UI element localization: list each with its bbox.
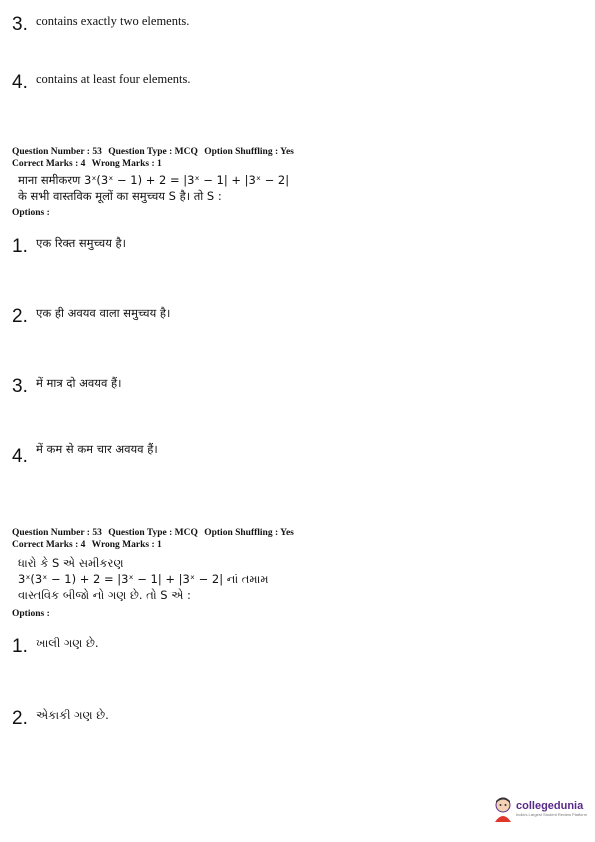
option-text: एक रिक्त समुच्चय है। bbox=[36, 236, 126, 250]
option-number: 3. bbox=[12, 376, 28, 397]
question-type: Question Type : MCQ bbox=[108, 528, 198, 538]
question-meta-gujarati bbox=[12, 527, 583, 619]
hindi-option-2 bbox=[12, 306, 170, 326]
option-number: 1. bbox=[12, 236, 28, 257]
logo-name: collegedunia bbox=[516, 800, 584, 812]
correct-marks: Correct Marks : 4 bbox=[12, 159, 86, 169]
hindi-option-3 bbox=[12, 376, 122, 396]
gujarati-option-2 bbox=[12, 708, 109, 728]
mascot-icon bbox=[492, 796, 514, 822]
question-number: Question Number : 53 bbox=[12, 147, 102, 157]
meta-line-2 bbox=[12, 158, 583, 170]
option-number: 2. bbox=[12, 306, 28, 327]
question-text-line-3: વાસ્તવિક બીજો નો ગણ છે. તો S એ : bbox=[18, 588, 191, 602]
prev-option-3 bbox=[12, 14, 189, 34]
meta-line-1 bbox=[12, 527, 583, 539]
option-text: ખાલી ગણ છે. bbox=[36, 636, 99, 650]
logo-tagline: India's Largest Student Review Platform bbox=[516, 812, 588, 817]
option-shuffling: Option Shuffling : Yes bbox=[204, 528, 294, 538]
option-number: 4. bbox=[12, 72, 28, 93]
option-text: contains exactly two elements. bbox=[36, 14, 190, 28]
option-text: એકાકી ગણ છે. bbox=[36, 708, 109, 722]
question-text-line-1: माना समीकरण 3ˣ(3ˣ − 1) + 2 = |3ˣ − 1| + |3ˣ − 2| bbox=[18, 173, 290, 187]
option-shuffling: Option Shuffling : Yes bbox=[204, 147, 294, 157]
gujarati-option-1 bbox=[12, 636, 99, 656]
prev-option-4 bbox=[12, 72, 190, 92]
meta-line-2 bbox=[12, 539, 583, 551]
hindi-option-4 bbox=[12, 442, 158, 466]
correct-marks: Correct Marks : 4 bbox=[12, 540, 86, 550]
hindi-option-1 bbox=[12, 236, 126, 256]
options-label: Options : bbox=[12, 208, 50, 218]
question-type: Question Type : MCQ bbox=[108, 147, 198, 157]
wrong-marks: Wrong Marks : 1 bbox=[91, 159, 162, 169]
options-label: Options : bbox=[12, 609, 50, 619]
option-number: 3. bbox=[12, 14, 28, 35]
collegedunia-logo bbox=[492, 796, 587, 822]
option-number: 1. bbox=[12, 636, 28, 657]
meta-line-1 bbox=[12, 146, 583, 158]
question-text-line-2: के सभी वास्तविक मूलों का समुच्चय S है। तो S : bbox=[18, 189, 222, 203]
question-meta-hindi bbox=[12, 146, 583, 218]
option-text: में कम से कम चार अवयव हैं। bbox=[36, 442, 158, 456]
question-number: Question Number : 53 bbox=[12, 528, 102, 538]
question-text-line-2: 3ˣ(3ˣ − 1) + 2 = |3ˣ − 1| + |3ˣ − 2| નાં તમામ bbox=[18, 572, 269, 586]
option-number: 2. bbox=[12, 708, 28, 729]
wrong-marks: Wrong Marks : 1 bbox=[91, 540, 162, 550]
option-text: एक ही अवयव वाला समुच्चय है। bbox=[36, 306, 171, 320]
option-text: contains at least four elements. bbox=[36, 72, 191, 86]
option-number: 4. bbox=[12, 446, 28, 467]
question-text-line-1: ધારો કે S એ સમીકરણ bbox=[18, 556, 124, 570]
option-text: में मात्र दो अवयव हैं। bbox=[36, 376, 122, 390]
